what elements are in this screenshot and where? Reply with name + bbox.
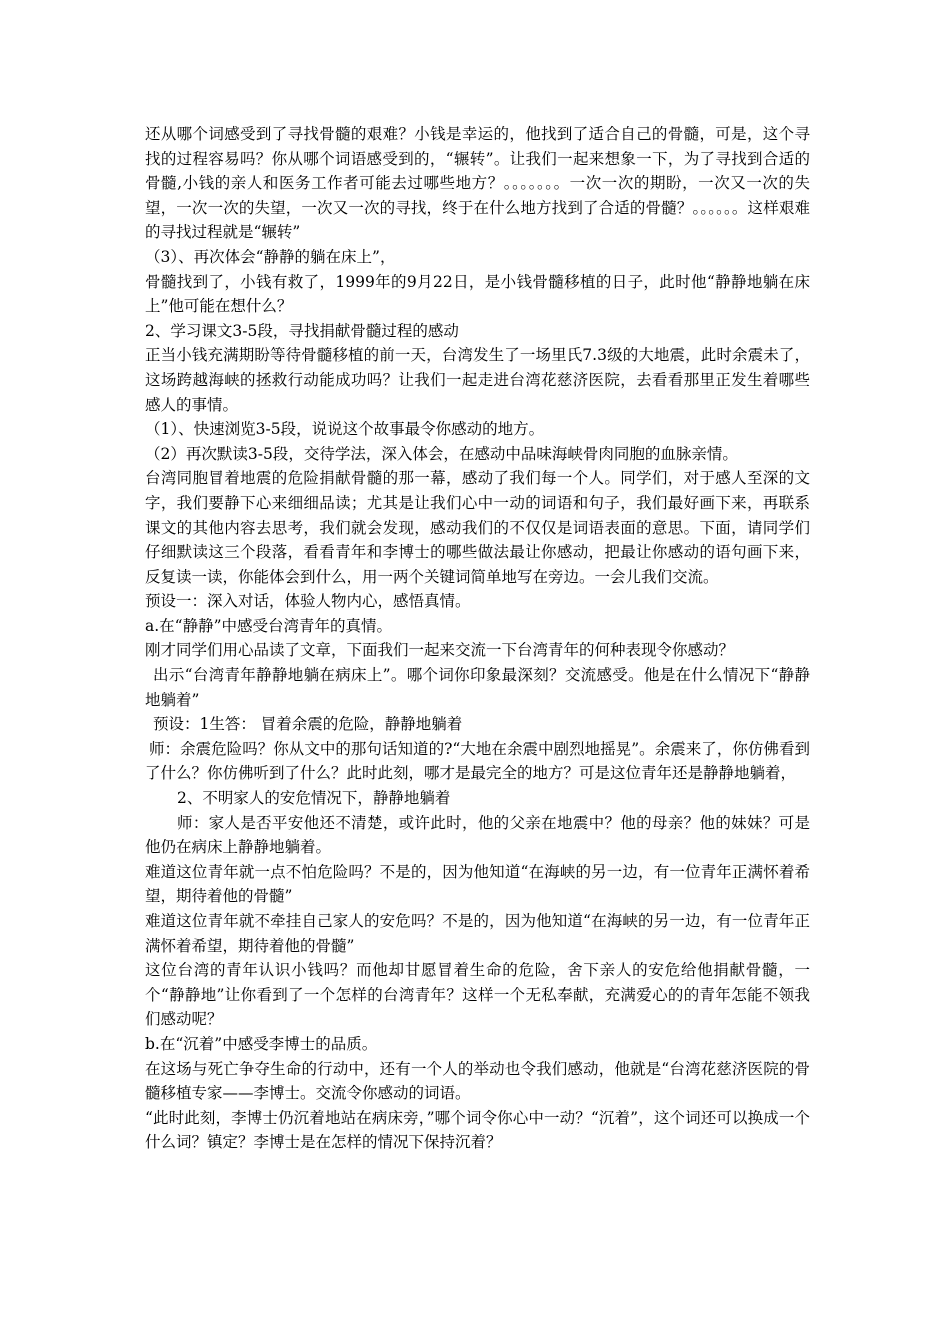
paragraph-9: 预设一：深入对话，体验人物内心，感悟真情。 — [145, 592, 471, 611]
paragraph-19: 这位台湾的青年认识小钱吗？而他却甘愿冒着生命的危险，舍下亲人的安危给他捐献骨髓，一个“静静地”让你看到了一个怎样的台湾青年？这样一个无私奉献，充满爱心的的青年怎能不领我们感动呢？ — [145, 961, 810, 1029]
paragraph-21: 在这场与死亡争夺生命的行动中，还有一个人的举动也令我们感动，他就是“台湾花慈济医院的骨髓移植专家——李博士。交流令你感动的词语。 — [145, 1059, 810, 1103]
paragraph-22: “此时此刻，李博士仍沉着地站在病床旁，”哪个词令你心中一动？“沉着”，这个词还可以换成一个什么词？镇定？李博士是在怎样的情况下保持沉着？ — [145, 1108, 810, 1152]
document-body — [145, 122, 810, 1155]
paragraph-16: 师：家人是否平安他还不清楚，或许此时，他的父亲在地震中？他的母亲？他的妹妹？可是他仍在病床上静静地躺着。 — [145, 813, 810, 857]
paragraph-5: 正当小钱充满期盼等待骨髓移植的前一天，台湾发生了一场里氏7.3级的大地震，此时余震未了，这场跨越海峡的拯救行动能成功吗？让我们一起走进台湾花慈济医院，去看看那里正发生着哪些感人的事情。 — [145, 346, 810, 414]
paragraph-20: b.在“沉着”中感受李博士的品质。 — [145, 1034, 378, 1053]
paragraph-2: （3）、再次体会“静静的躺在床上”， — [145, 247, 396, 266]
paragraph-18: 难道这位青年就不牵挂自己家人的安危吗？不是的，因为他知道“在海峡的另一边，有一位青年正满怀着希望，期待着他的骨髓” — [145, 912, 810, 955]
paragraph-4: 2、学习课文3-5段，寻找捐献骨髓过程的感动 — [145, 321, 459, 340]
paragraph-10: a.在“静静”中感受台湾青年的真情。 — [145, 616, 393, 635]
paragraph-1: 还从哪个词感受到了寻找骨髓的艰难？小钱是幸运的，他找到了适合自己的骨髓，可是，这个寻找的过程容易吗？你从哪个词语感受到的，“辗转”。让我们一起来想象一下，为了寻找到合适的骨髓,小钱的亲人和医务工作者可能去过哪些地方？。。。。。。。一次一次的期盼，一次又一次的失望，一次一次的失望，一次又一次的寻找，终于在什么地方找到了合适的骨髓？。。。。。。这样艰难的寻找过程就是“辗转” — [145, 125, 810, 242]
paragraph-3: 骨髓找到了，小钱有救了，1999年的9月22日，是小钱骨髓移植的日子，此时他“静静地躺在床上”他可能在想什么？ — [145, 272, 810, 316]
paragraph-6: （1）、快速浏览3-5段，说说这个故事最令你感动的地方。 — [145, 420, 545, 439]
paragraph-11: 刚才同学们用心品读了文章，下面我们一起来交流一下台湾青年的何种表现令你感动？ — [145, 641, 735, 660]
paragraph-14: 师：余震危险吗？你从文中的那句话知道的?“大地在余震中剧烈地摇晃”。余震来了，你仿佛看到了什么？你仿佛听到了什么？此时此刻，哪才是最完全的地方？可是这位青年还是静静地躺着， — [145, 739, 810, 783]
paragraph-8: 台湾同胞冒着地震的危险捐献骨髓的那一幕，感动了我们每一个人。同学们，对于感人至深的文字，我们要静下心来细细品读；尤其是让我们心中一动的词语和句子，我们最好画下来，再联系课文的其他内容去思考，我们就会发现，感动我们的不仅仅是词语表面的意思。下面，请同学们仔细默读这三个段落，看看青年和李博士的哪些做法最让你感动，把最让你感动的语句画下来，反复读一读，你能体会到什么，用一两个关键词简单地写在旁边。一会儿我们交流。 — [145, 469, 810, 586]
paragraph-17: 难道这位青年就一点不怕危险吗？不是的，因为他知道“在海峡的另一边，有一位青年正满怀着希望，期待着他的骨髓” — [145, 862, 810, 906]
paragraph-12: 出示“台湾青年静静地躺在病床上”。哪个词你印象最深刻？交流感受。他是在什么情况下“静静地躺着” — [145, 666, 810, 709]
paragraph-13: 预设：1生答： 冒着余震的危险，静静地躺着 — [153, 715, 463, 734]
paragraph-15: 2、不明家人的安危情况下，静静地躺着 — [177, 789, 451, 808]
paragraph-7: （2）再次默读3-5段，交待学法，深入体会，在感动中品味海峡骨肉同胞的血脉亲情。 — [145, 444, 738, 463]
